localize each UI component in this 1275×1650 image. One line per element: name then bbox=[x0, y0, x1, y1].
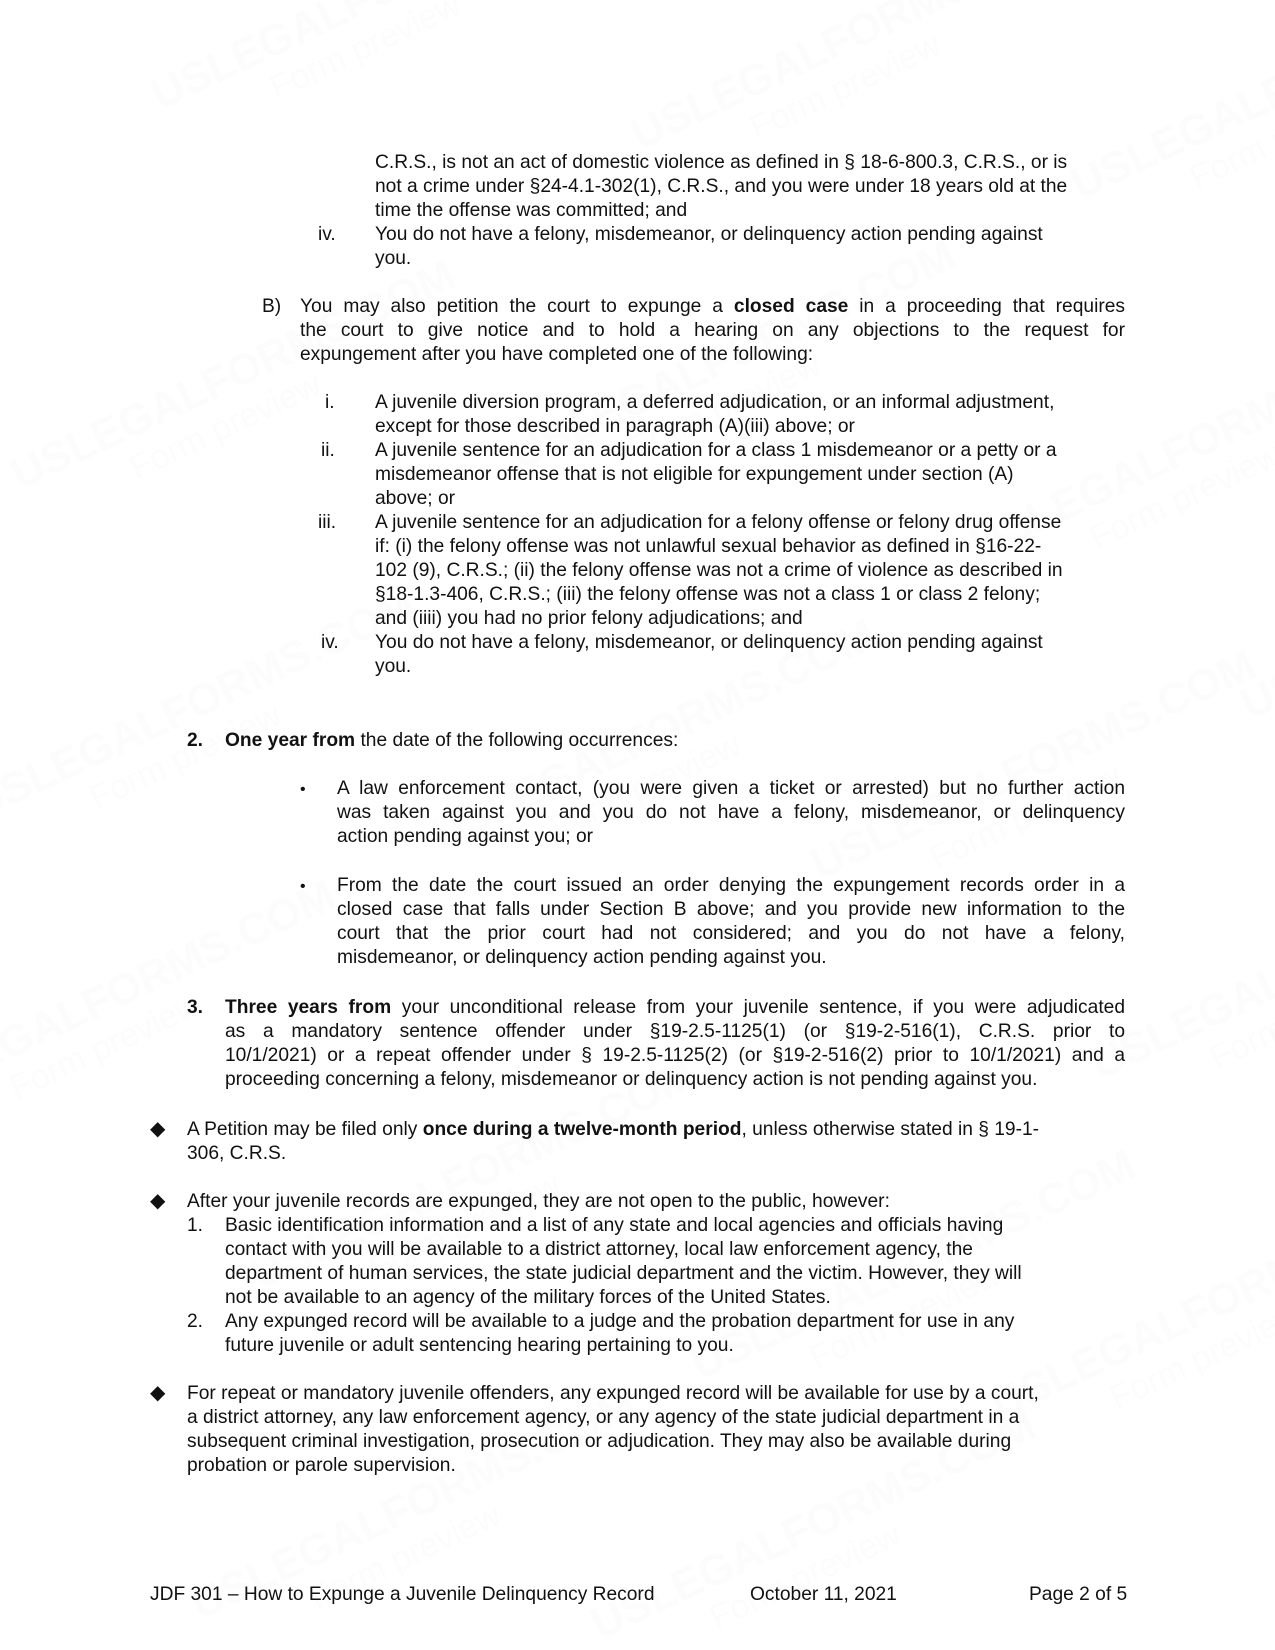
watermark-sub bbox=[1104, 1295, 1275, 1417]
list-number: iv. bbox=[318, 224, 336, 245]
watermark-brand bbox=[144, 0, 603, 119]
bullet-b-line: closed case that falls under Section B above; and you provide new information to the bbox=[337, 899, 1125, 920]
petition-limit-line: A Petition may be filed only once during a twelve-month period, unless otherwise stated in § 19-1- bbox=[187, 1119, 1040, 1140]
watermark-sub bbox=[1184, 75, 1275, 197]
list-item-line: if: (i) the felony offense was not unlawful sexual behavior as defined in §16-22- bbox=[375, 536, 1042, 557]
list-item-line: 102 (9), C.R.S.; (ii) the felony offense was not a crime of violence as described in bbox=[375, 560, 1063, 581]
bullet-icon: • bbox=[300, 878, 306, 895]
watermark-sub bbox=[704, 1515, 907, 1637]
list-item-line: contact with you will be available to a district attorney, local law enforcement agency, the bbox=[225, 1239, 973, 1260]
section-label: B) bbox=[262, 296, 282, 317]
list-number: ii. bbox=[321, 440, 335, 461]
bullet-b-line: misdemeanor, or delinquency action pending against you. bbox=[337, 947, 827, 968]
diamond-bullet-icon: ◆ bbox=[150, 1190, 166, 1212]
list-item-line: department of human services, the state judicial department and the victim. However, they will bbox=[225, 1263, 1022, 1284]
text-line: you. bbox=[375, 248, 412, 269]
text-line: not a crime under §24-4.1-302(1), C.R.S., and you were under 18 years old at the bbox=[375, 176, 1068, 197]
list-number: iii. bbox=[318, 512, 337, 533]
list-item-line: not be available to an agency of the military forces of the United States. bbox=[225, 1287, 831, 1308]
list-item-line: future juvenile or adult sentencing hearing pertaining to you. bbox=[225, 1335, 734, 1356]
closed-case-emphasis: closed case bbox=[733, 296, 849, 317]
list-item-line: A juvenile diversion program, a deferred adjudication, or an informal adjustment, bbox=[375, 392, 1055, 413]
watermark-stamp bbox=[1264, 820, 1275, 1103]
footer-form-title: JDF 301 – How to Expunge a Juvenile Delinquency Record bbox=[150, 1584, 655, 1605]
bullet-b-line: court that the prior court had not considered; and you do not have a felony, bbox=[337, 923, 1125, 944]
watermark-sub bbox=[1084, 435, 1275, 557]
watermark-brand bbox=[1064, 0, 1275, 209]
paragraph-line: subsequent criminal investigation, prosecution or adjudication. They may also be available during bbox=[187, 1431, 1012, 1452]
paragraph-line: For repeat or mandatory juvenile offenders, any expunged record will be available for use by a court, bbox=[187, 1383, 1039, 1404]
list-number: i. bbox=[325, 392, 335, 413]
watermark-brand bbox=[1234, 480, 1275, 729]
item-3-line: 10/1/2021) or a repeat offender under § 19-2.5-1125(2) (or §19-2-516(2) prior to 10/1/2021) and a bbox=[225, 1045, 1125, 1066]
list-item-line: You do not have a felony, misdemeanor, or delinquency action pending against bbox=[375, 632, 1043, 653]
watermark-stamp bbox=[984, 1180, 1275, 1463]
list-number: 2. bbox=[187, 730, 204, 751]
diamond-bullet-icon: ◆ bbox=[150, 1118, 166, 1140]
watermark-brand bbox=[1264, 820, 1275, 1069]
watermark-stamp bbox=[144, 0, 619, 154]
section-b-line: You may also petition the court to expunge a closed case in a proceeding that requires bbox=[300, 296, 1125, 317]
section-b-line: the court to give notice and to hold a hearing on any objections to the request for bbox=[300, 320, 1125, 341]
bullet-icon: • bbox=[300, 781, 306, 798]
petition-limit-line: 306, C.R.S. bbox=[187, 1143, 287, 1164]
list-item-line: misdemeanor offense that is not eligible for expungement under section (A) bbox=[375, 464, 1014, 485]
watermark-sub bbox=[124, 365, 327, 487]
watermark-sub bbox=[1204, 955, 1275, 1077]
section-b-line: expungement after you have completed one of the following: bbox=[300, 344, 814, 365]
paragraph-line: a district attorney, any law enforcement agency, or any agency of the state judicial department in a bbox=[187, 1407, 1020, 1428]
text-line: C.R.S., is not an act of domestic violence as defined in § 18-6-800.3, C.R.S., or is bbox=[375, 152, 1068, 173]
list-item-line: you. bbox=[375, 656, 412, 677]
watermark-sub bbox=[264, 0, 467, 107]
text-line: You do not have a felony, misdemeanor, or delinquency action pending against bbox=[375, 224, 1043, 245]
watermark-sub bbox=[744, 25, 947, 147]
bullet-a-line: action pending against you; or bbox=[337, 826, 594, 847]
item-3-line: Three years from your unconditional release from your juvenile sentence, if you were adjudicated bbox=[225, 997, 1125, 1018]
watermark-sub bbox=[84, 695, 287, 817]
text-line: time the offense was committed; and bbox=[375, 200, 688, 221]
watermark-brand bbox=[624, 0, 1083, 159]
list-item-line: A juvenile sentence for an adjudication for a felony offense or felony drug offense bbox=[375, 512, 1062, 533]
list-number: 1. bbox=[187, 1215, 204, 1236]
diamond-bullet-icon: ◆ bbox=[150, 1382, 166, 1404]
watermark-stamp bbox=[1064, 0, 1275, 244]
list-item-line: Any expunged record will be available to a judge and the probation department for use in any bbox=[225, 1311, 1015, 1332]
footer-page-number: Page 2 of 5 bbox=[1029, 1584, 1128, 1605]
item-3-line: as a mandatory sentence offender under §19-2.5-1125(1) (or §19-2-516(1), C.R.S. prior to bbox=[225, 1021, 1125, 1042]
list-number: 2. bbox=[187, 1311, 204, 1332]
list-item-line: Basic identification information and a list of any state and local agencies and officials having bbox=[225, 1215, 1004, 1236]
list-item-line: and (iiii) you had no prior felony adjudications; and bbox=[375, 608, 803, 629]
list-item-line: §18-1.3-406, C.R.S.; (iii) the felony offense was not a class 1 or class 2 felony; bbox=[375, 584, 1041, 605]
paragraph-line: probation or parole supervision. bbox=[187, 1455, 456, 1476]
bullet-a-line: was taken against you and you do not have a felony, misdemeanor, or delinquency bbox=[337, 802, 1125, 823]
item-2-heading: One year from the date of the following occurrences: bbox=[225, 730, 679, 751]
bullet-a-line: A law enforcement contact, (you were given a ticket or arrested) but no further action bbox=[337, 778, 1125, 799]
item-3-line: proceeding concerning a felony, misdemeanor or delinquency action is not pending against you. bbox=[225, 1069, 1038, 1090]
footer-date: October 11, 2021 bbox=[750, 1584, 897, 1605]
list-item-line: A juvenile sentence for an adjudication for a class 1 misdemeanor or a petty or a bbox=[375, 440, 1057, 461]
watermark-brand bbox=[804, 640, 1263, 889]
list-item-line: above; or bbox=[375, 488, 456, 509]
watermark-sub bbox=[4, 985, 207, 1107]
expunged-records-intro: After your juvenile records are expunged, they are not open to the public, however: bbox=[187, 1191, 890, 1212]
bullet-b-line: From the date the court issued an order denying the expungement records order in a bbox=[337, 875, 1125, 896]
list-item-line: except for those described in paragraph (A)(iii) above; or bbox=[375, 416, 855, 437]
list-number: 3. bbox=[187, 997, 204, 1018]
list-number: iv. bbox=[321, 632, 339, 653]
watermark-stamp bbox=[1234, 480, 1275, 763]
